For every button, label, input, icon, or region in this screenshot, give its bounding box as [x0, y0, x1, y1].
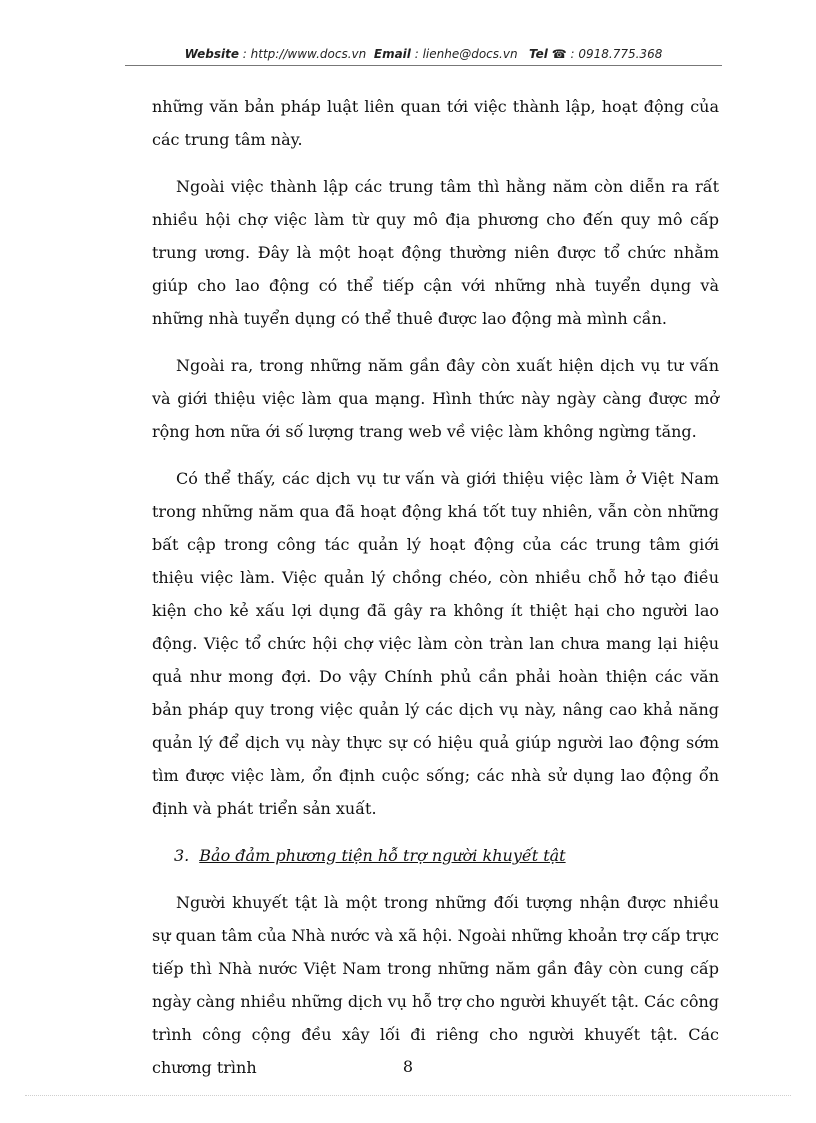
page-header: [125, 47, 722, 61]
phone-icon: ☎: [551, 47, 567, 61]
header-divider: [125, 65, 722, 66]
section-number: 3.: [174, 846, 190, 865]
website-label: Website: [184, 47, 239, 61]
page-number: 8: [402, 1057, 414, 1076]
header-separator: :: [238, 47, 251, 61]
document-body: [152, 90, 719, 1084]
email-value: lienhe@docs.vn: [422, 47, 518, 61]
tel-label: Tel: [529, 47, 548, 61]
email-label: Email: [373, 47, 411, 61]
section-heading: [152, 839, 719, 872]
paragraph-4: Có thể thấy, các dịch vụ tư vấn và giới thiệu việc làm ở Việt Nam trong những năm qua đã hoạt động khá tốt tuy nhiên, vẫn còn những bất cập trong công tác quản lý hoạt động của các trung tâm giới thiệu việc làm. Việc quản lý chồng chéo, còn nhiều chỗ hở tạo điều kiện cho kẻ xấu lợi dụng đã gây ra không ít thiệt hại cho người lao động. Việc tổ chức hội chợ việc làm còn tràn lan chưa mang lại hiệu quả như mong đợi. Do vậy Chính phủ cần phải hoàn thiện các văn bản pháp quy trong việc quản lý các dịch vụ này, nâng cao khả năng quản lý để dịch vụ này thực sự có hiệu quả giúp người lao động sớm tìm được việc làm, ổn định cuộc sống; các nhà sử dụng lao động ổn định và phát triển sản xuất.: [152, 469, 719, 818]
header-separator: :: [566, 47, 579, 61]
section-title: Bảo đảm phương tiện hỗ trợ người khuyết tật: [199, 846, 566, 865]
tel-value: 0918.775.368: [578, 47, 663, 61]
paragraph-2: Ngoài việc thành lập các trung tâm thì hằng năm còn diễn ra rất nhiều hội chợ việc làm từ quy mô địa phương cho đến quy mô cấp trung ương. Đây là một hoạt động thường niên được tổ chức nhằm giúp cho lao động có thể tiếp cận với những nhà tuyển dụng và những nhà tuyển dụng có thể thuê được lao động mà mình cần.: [152, 177, 719, 328]
header-separator: :: [410, 47, 423, 61]
footer-divider: [25, 1095, 791, 1096]
paragraph-5: Người khuyết tật là một trong những đối tượng nhận được nhiều sự quan tâm của Nhà nước và xã hội. Ngoài những khoản trợ cấp trực tiếp thì Nhà nước Việt Nam trong những năm gần đây còn cung cấp ngày càng nhiều những dịch vụ hỗ trợ cho người khuyết tật. Các công trình công cộng đều xây lối đi riêng cho người khuyết tật. Các chương trình: [152, 893, 719, 1077]
paragraph-3: Ngoài ra, trong những năm gần đây còn xuất hiện dịch vụ tư vấn và giới thiệu việc làm qua mạng. Hình thức này ngày càng được mở rộng hơn nữa ới số lượng trang web về việc làm không ngừng tăng.: [152, 356, 719, 441]
website-url: http://www.docs.vn: [250, 47, 367, 61]
paragraph-1: những văn bản pháp luật liên quan tới việc thành lập, hoạt động của các trung tâm này.: [152, 97, 719, 149]
